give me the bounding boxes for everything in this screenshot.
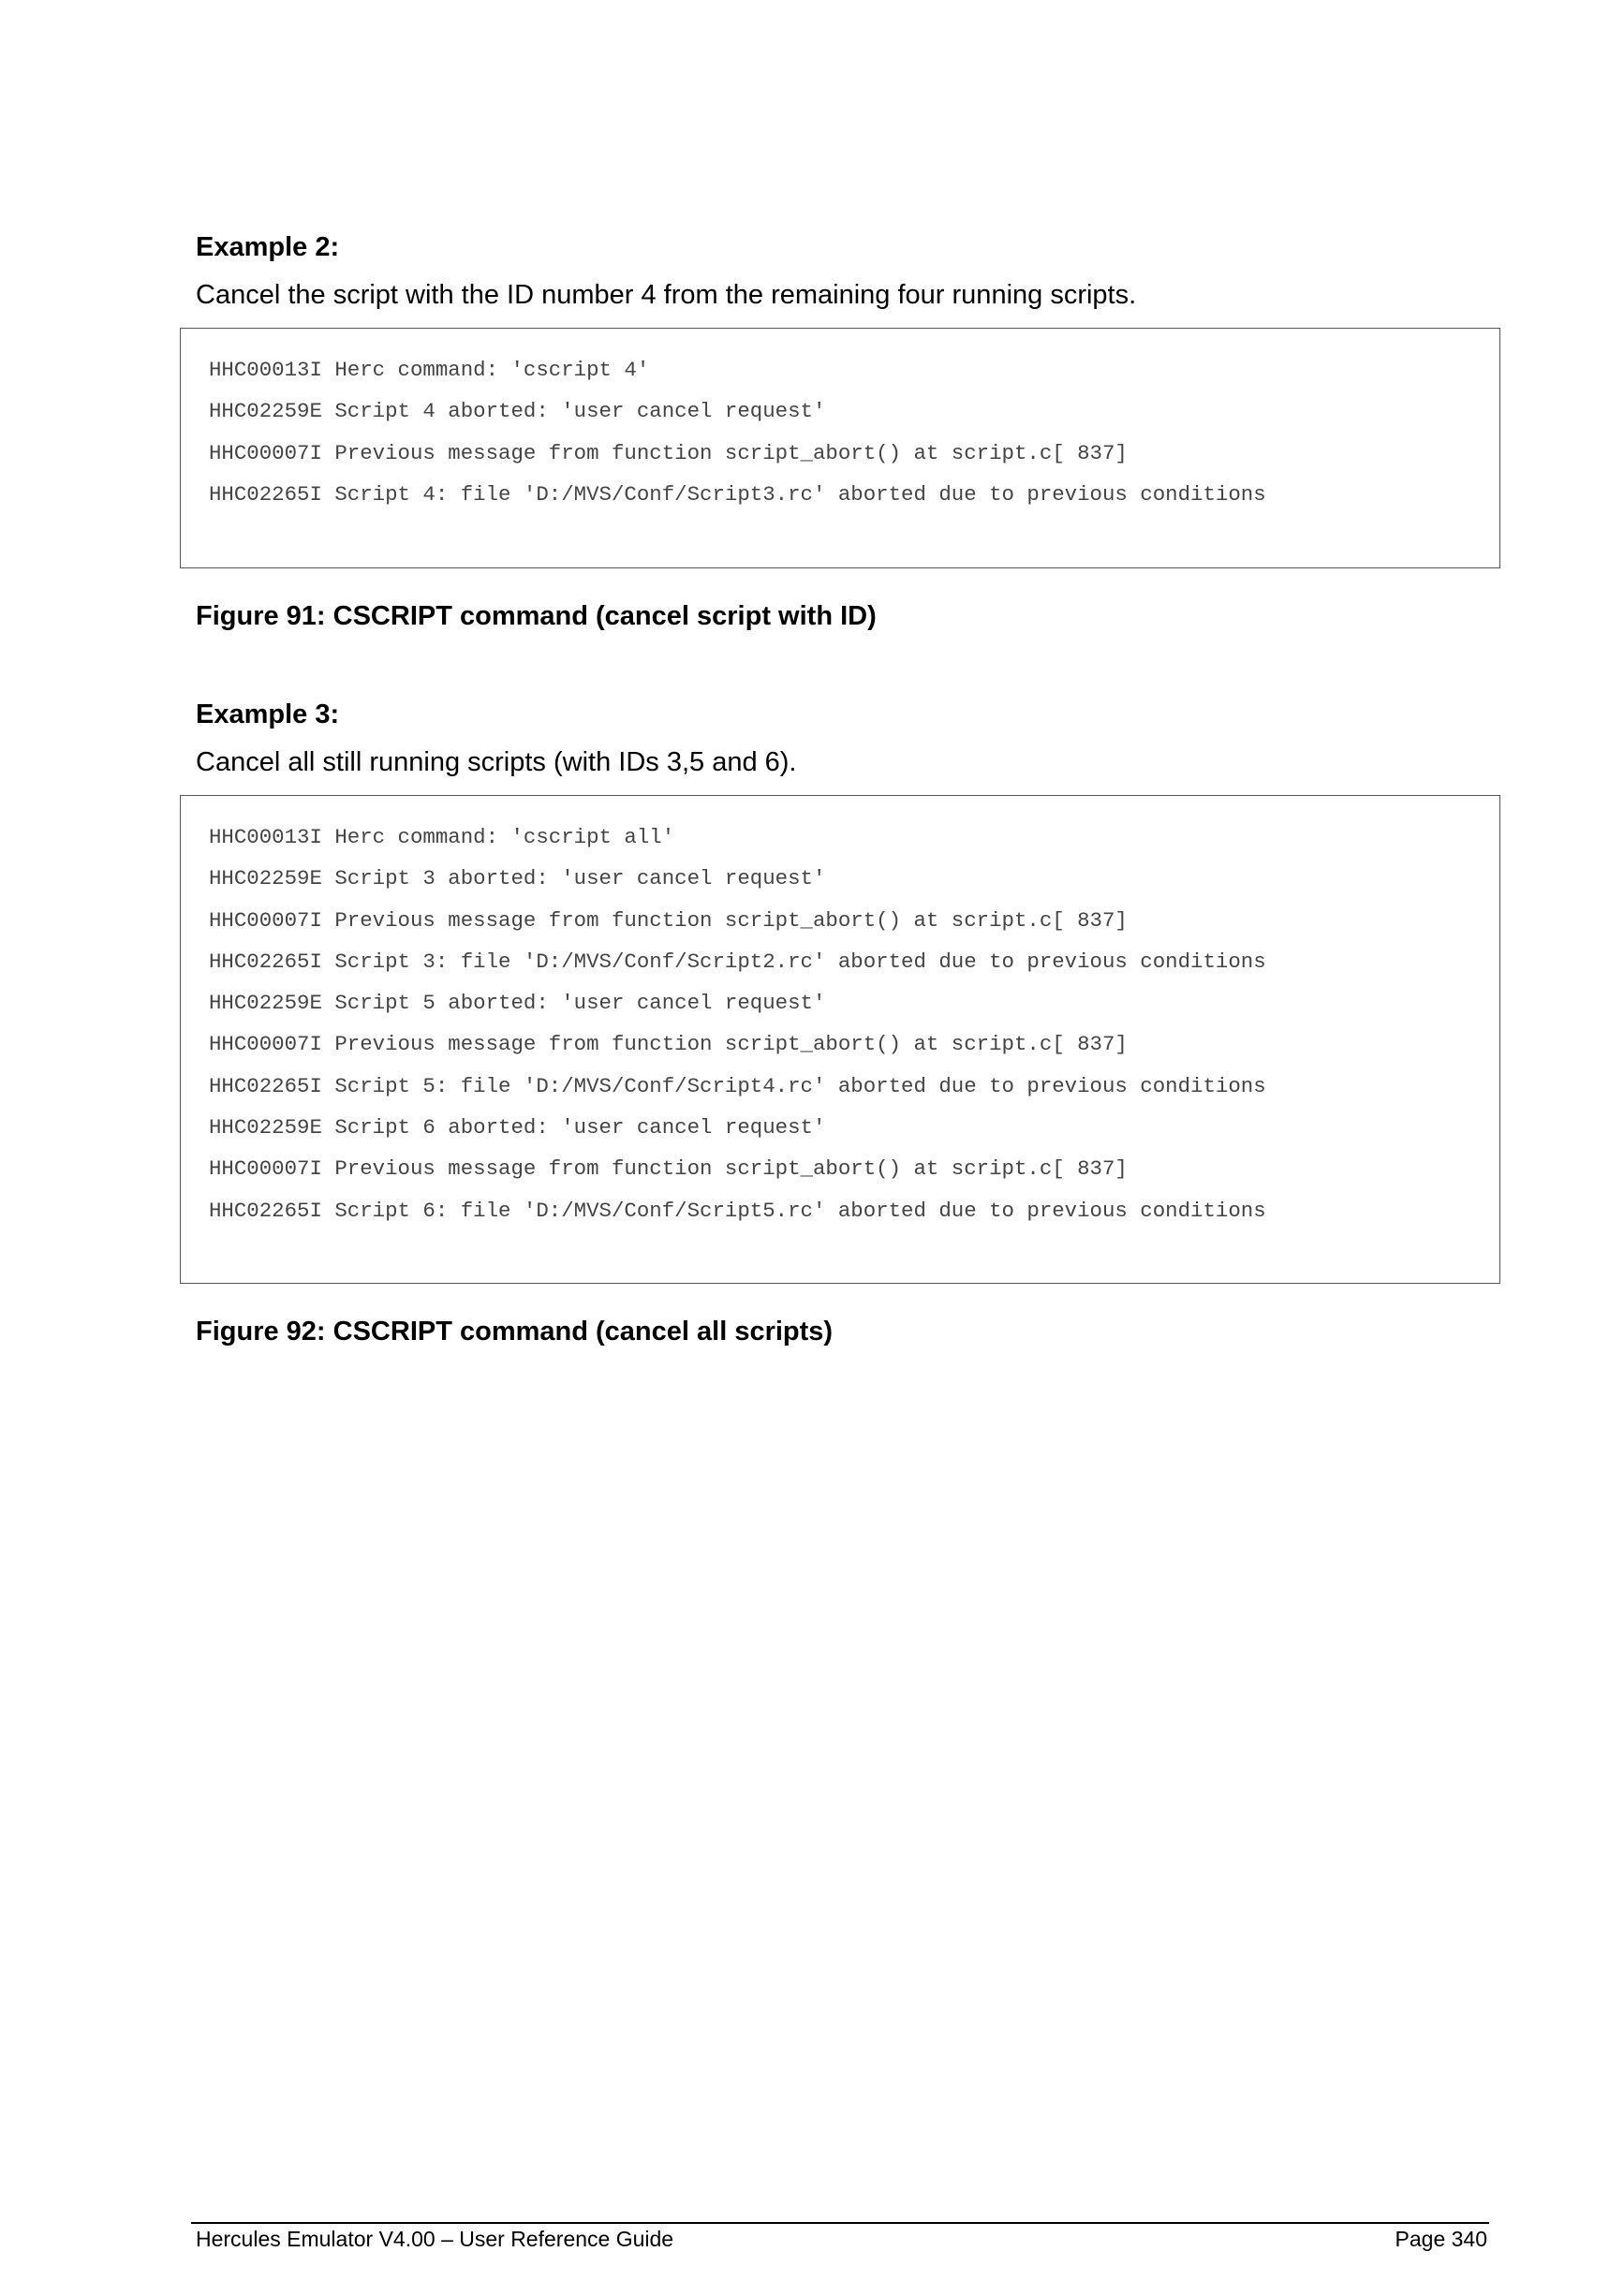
example-2-description: Cancel the script with the ID number 4 from the remaining four running scripts.: [196, 280, 1137, 310]
code-line: HHC00013I Herc command: 'cscript 4': [209, 358, 650, 382]
footer-title: Hercules Emulator V4.00 – User Reference Guide: [196, 2227, 674, 2251]
code-line: HHC02259E Script 4 aborted: 'user cancel request': [209, 399, 826, 424]
example-3-description: Cancel all still running scripts (with IDs 3,5 and 6).: [196, 747, 797, 777]
footer-page-number: Page 340: [1395, 2227, 1487, 2251]
code-line: HHC00007I Previous message from function script_abort() at script.c[ 837]: [209, 1156, 1128, 1182]
code-line: HHC02259E Script 6 aborted: 'user cancel request': [209, 1115, 826, 1141]
code-line: HHC00007I Previous message from function script_abort() at script.c[ 837]: [209, 1032, 1128, 1057]
example-3-code-block: [180, 795, 1500, 1284]
example-3-heading: Example 3:: [196, 699, 340, 729]
code-line: HHC00007I Previous message from function script_abort() at script.c[ 837]: [209, 440, 1128, 465]
code-line: HHC02265I Script 3: file 'D:/MVS/Conf/Script2.rc' aborted due to previous conditions: [209, 949, 1266, 974]
footer-divider: [191, 2222, 1489, 2224]
code-line: HHC02265I Script 4: file 'D:/MVS/Conf/Script3.rc' aborted due to previous conditions: [209, 481, 1266, 507]
code-line: HHC02265I Script 5: file 'D:/MVS/Conf/Script4.rc' aborted due to previous conditions: [209, 1073, 1266, 1098]
code-line: HHC00013I Herc command: 'cscript all': [209, 825, 675, 849]
code-line: HHC02259E Script 3 aborted: 'user cancel request': [209, 866, 826, 891]
code-line: HHC02265I Script 6: file 'D:/MVS/Conf/Script5.rc' aborted due to previous conditions: [209, 1198, 1266, 1223]
code-line: HHC02259E Script 5 aborted: 'user cancel request': [209, 991, 826, 1016]
example-2-code-block: [180, 328, 1500, 568]
figure-92-caption: Figure 92: CSCRIPT command (cancel all scripts): [196, 1317, 834, 1347]
figure-91-caption: Figure 91: CSCRIPT command (cancel script with ID): [196, 601, 877, 631]
code-line: HHC00007I Previous message from function script_abort() at script.c[ 837]: [209, 907, 1128, 933]
example-2-heading: Example 2:: [196, 232, 340, 262]
